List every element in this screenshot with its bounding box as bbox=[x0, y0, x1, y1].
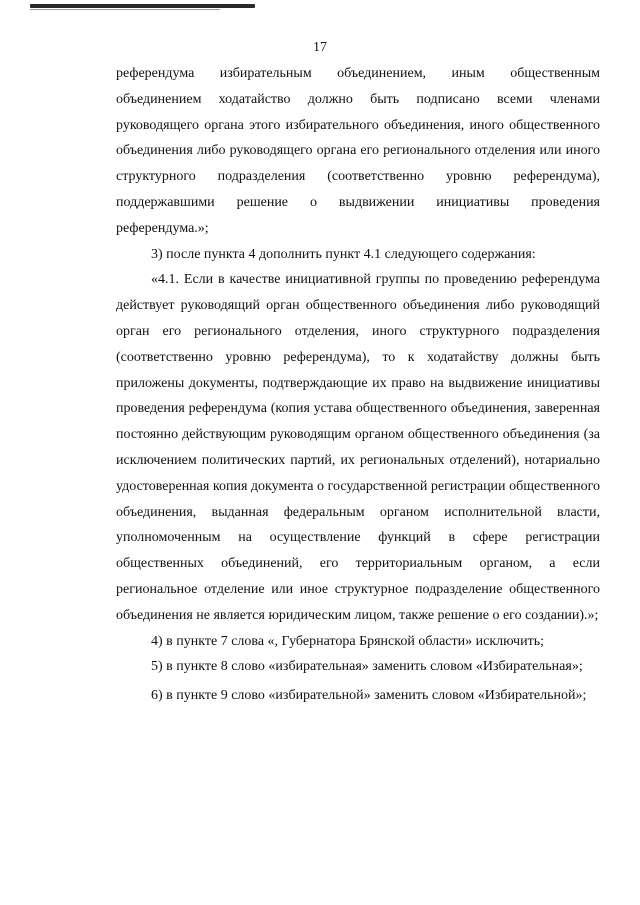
document-body bbox=[116, 61, 600, 709]
paragraph-item-4: 4) в пункте 7 слова «, Губернатора Брянской области» исключить; bbox=[151, 633, 544, 649]
paragraph-item-3: 3) после пункта 4 дополнить пункт 4.1 следующего содержания: bbox=[151, 246, 536, 262]
scan-edge-mark bbox=[30, 4, 255, 8]
paragraph-item-6: 6) в пункте 9 слово «избирательной» заменить словом «Избирательной»; bbox=[151, 688, 587, 704]
paragraph-item-5: 5) в пункте 8 слово «избирательная» заменить словом «Избирательная»; bbox=[151, 659, 583, 675]
paragraph-continuation: референдума избирательным объединением, иным общественным объединением ходатайство должно быть подписано всеми членами руководящего органа этого избирательного объединения, иного общественного объединения либо руководящего органа его регионального отделения или иного структурного подразделения (соответственно уровню референдума), поддержавшими решение о выдвижении инициативы проведения референдума.»; bbox=[116, 66, 600, 236]
scan-edge-line bbox=[30, 9, 220, 10]
paragraph-item-4-1: «4.1. Если в качестве инициативной группы по проведению референдума действует руководящий орган общественного объединения либо руководящий орган его регионального отделения, иного структурного подразделения (соответственно уровню референдума), то к ходатайству должны быть приложены документы, подтверждающие их право на выдвижение инициативы проведения референдума (копия устава общественного объединения, заверенная постоянно действующим руководящим органом общественного объединения (за исключением политических партий, их региональных отделений), нотариально удостоверенная копия документа о государственной регистрации общественного объединения, выданная федеральным органом исполнительной власти, уполномоченным на осуществление функций в сфере регистрации общественных объединений, его территориальным органом, а если региональное отделение или иное структурное подразделение общественного объединения не является юридическим лицом, также решение о его создании).»; bbox=[116, 272, 600, 623]
page-number: 17 bbox=[313, 40, 327, 55]
